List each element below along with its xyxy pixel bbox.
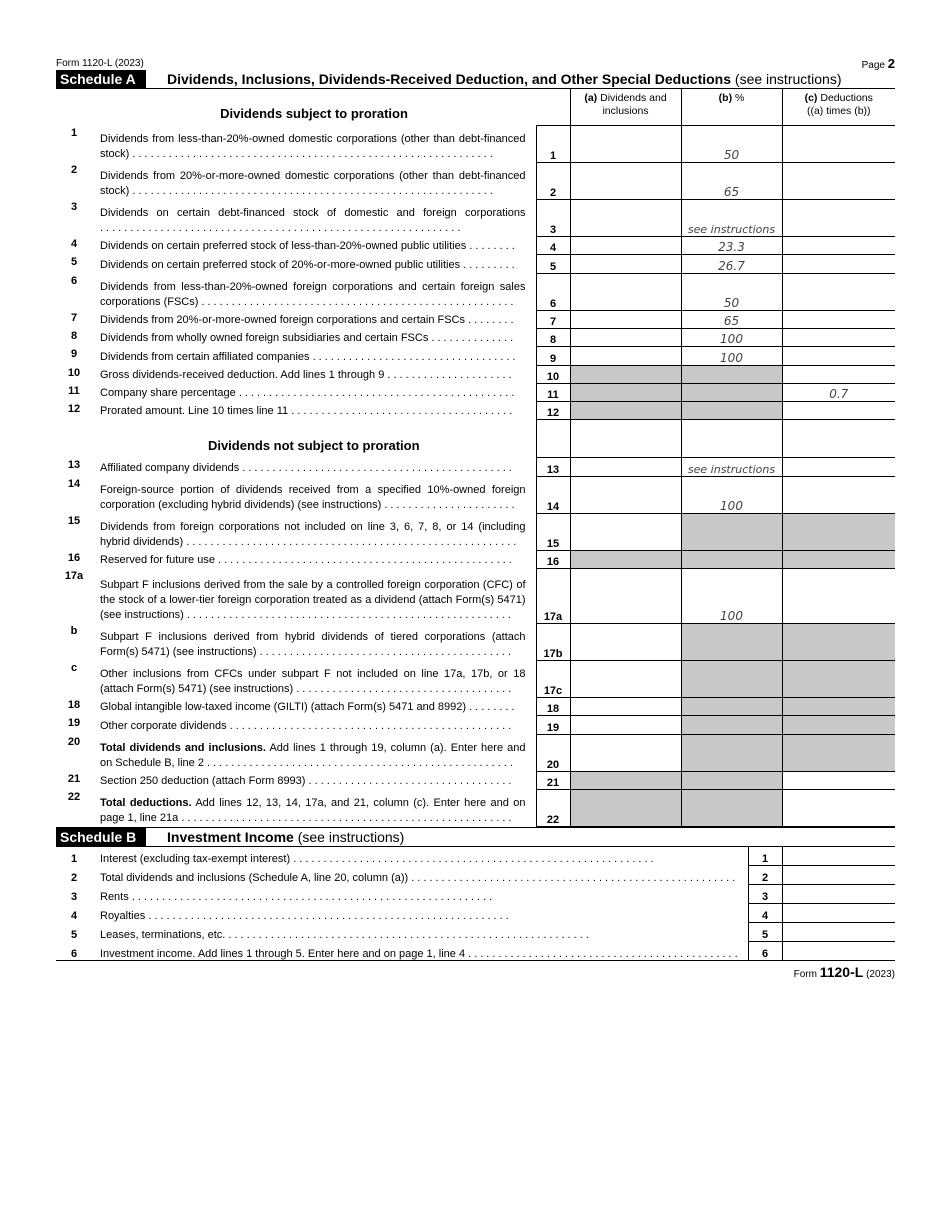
- row-description: Dividends from less-than-20%-owned domestic corporations (other than debt-financed stock) ............................................................: [100, 133, 526, 160]
- line-number-box: 17a: [536, 568, 570, 623]
- leader-dots: ..............................................: [238, 387, 518, 399]
- schedule-a-label: Schedule A: [56, 70, 146, 88]
- row-number: 13: [67, 459, 81, 471]
- row-description: Prorated amount. Line 10 times line 11 .....................................: [100, 405, 516, 417]
- row-number: 18: [67, 699, 81, 711]
- row-number: 2: [70, 872, 78, 884]
- percent-field-b: 100: [681, 476, 782, 513]
- leader-dots: .....................................: [291, 405, 516, 417]
- deduction-field-c[interactable]: [782, 365, 895, 383]
- deduction-field-c[interactable]: [782, 401, 895, 419]
- deduction-field-c[interactable]: [782, 310, 895, 328]
- section-heading-no-proration: Dividends not subject to proration: [207, 438, 420, 453]
- percent-field-b: 65: [681, 310, 782, 328]
- row-number: 4: [70, 238, 78, 250]
- line-number-box: 22: [536, 789, 570, 826]
- schedule-b-table: [56, 847, 895, 961]
- row-description: Total dividends and inclusions (Schedule A, line 20, column (a)) ......................................................: [100, 872, 739, 884]
- schedule-a-row-17a: [56, 568, 895, 623]
- line-number-box: 11: [536, 383, 570, 401]
- deduction-field-c[interactable]: [782, 273, 895, 310]
- line-number-box: 3: [748, 884, 782, 903]
- row-number: 4: [70, 910, 78, 922]
- line-number-box: 7: [536, 310, 570, 328]
- percent-field-b: [681, 734, 782, 771]
- percent-field-b: 100: [681, 568, 782, 623]
- leader-dots: ..............: [431, 332, 517, 344]
- row-description: Dividends from foreign corporations not included on line 3, 6, 7, 8, or 14 (including hybrid dividends) .......................................................: [100, 521, 526, 548]
- line-number-box: 5: [536, 254, 570, 273]
- deduction-field-c[interactable]: [782, 568, 895, 623]
- amount-field[interactable]: [782, 941, 895, 960]
- row-number: 16: [67, 552, 81, 564]
- percent-field-b: 65: [681, 162, 782, 199]
- leader-dots: ......................................................: [411, 872, 739, 884]
- line-number-box: 21: [536, 771, 570, 789]
- leader-dots: ........: [469, 240, 518, 252]
- schedule-a-row-12: [56, 401, 895, 419]
- percent-field-b: [681, 771, 782, 789]
- schedule-a-row-4: [56, 236, 895, 254]
- row-number: 5: [70, 929, 78, 941]
- leader-dots: ........: [468, 314, 517, 326]
- row-number: c: [70, 662, 78, 674]
- schedule-b-row-6: [56, 941, 895, 960]
- line-number-box: 1: [536, 125, 570, 162]
- row-number: 19: [67, 717, 81, 729]
- row-description: Total dividends and inclusions. Add lines 1 through 19, column (a). Enter here and on Schedule B, line 2 ...................................................: [100, 742, 526, 769]
- row-description: Other inclusions from CFCs under subpart F not included on line 17a, 17b, or 18 (attach Form(s) 5471) (see instructions) ....................................: [100, 668, 526, 695]
- amount-field-a: [570, 383, 681, 401]
- deduction-field-c: [782, 623, 895, 660]
- row-description: Subpart F inclusions derived from the sale by a controlled foreign corporation (CFC) of the stock of a lower-tier foreign corporation treated as a dividend (attach Form(s) 5471) (see instructions) ......................................................: [100, 579, 526, 621]
- deduction-field-c[interactable]: [782, 771, 895, 789]
- percent-field-b: 50: [681, 125, 782, 162]
- row-description: Dividends on certain preferred stock of 20%-or-more-owned public utilities .........: [100, 259, 518, 271]
- schedule-a-row-14: [56, 476, 895, 513]
- amount-field-a[interactable]: [570, 125, 681, 162]
- percent-field-b: 23.3: [681, 236, 782, 254]
- schedule-b-row-5: [56, 922, 895, 941]
- schedule-b-label: Schedule B: [56, 828, 146, 846]
- row-number: 9: [70, 348, 78, 360]
- deduction-field-c[interactable]: [782, 789, 895, 826]
- line-number-box: 17c: [536, 660, 570, 697]
- row-number: 22: [67, 791, 81, 803]
- row-description: Dividends from 20%-or-more-owned domestic corporations (other than debt-financed stock) ............................................................: [100, 170, 526, 197]
- row-description: Total deductions. Add lines 12, 13, 14, 17a, and 21, column (c). Enter here and on page 1, line 21a .......................................................: [100, 797, 526, 824]
- schedule-a-row-19: [56, 715, 895, 734]
- row-description: Investment income. Add lines 1 through 5. Enter here and on page 1, line 4 .............................................: [92, 941, 748, 960]
- deduction-field-c: [782, 513, 895, 550]
- amount-field-a[interactable]: [570, 513, 681, 550]
- section-heading-row: [56, 419, 895, 457]
- line-number-box: 2: [536, 162, 570, 199]
- percent-field-b: 26.7: [681, 254, 782, 273]
- line-number-box: 15: [536, 513, 570, 550]
- schedule-a-row-10: [56, 365, 895, 383]
- amount-field-a[interactable]: [570, 623, 681, 660]
- row-number: 17a: [64, 570, 84, 582]
- schedule-a-row-17b: [56, 623, 895, 660]
- deduction-field-c[interactable]: [782, 199, 895, 236]
- schedule-a-row-17c: [56, 660, 895, 697]
- row-number: 5: [70, 256, 78, 268]
- deduction-field-c: [782, 550, 895, 568]
- row-description: Section 250 deduction (attach Form 8993) ..................................: [100, 775, 515, 787]
- row-number: b: [70, 625, 78, 637]
- amount-field-a[interactable]: [570, 476, 681, 513]
- row-number: 21: [67, 773, 81, 785]
- row-description: Rents ............................................................: [100, 891, 496, 903]
- form-page: [56, 56, 895, 980]
- line-number-box: 6: [748, 941, 782, 960]
- page-footer: Form 1120-L (2023): [793, 963, 895, 980]
- amount-field-a[interactable]: [570, 328, 681, 346]
- schedule-a-row-15: [56, 513, 895, 550]
- row-number: 11: [68, 385, 80, 397]
- line-number-box: 8: [536, 328, 570, 346]
- leader-dots: .....................: [387, 369, 515, 381]
- percent-field-b: [681, 365, 782, 383]
- row-number: 6: [70, 275, 78, 287]
- amount-field[interactable]: [782, 922, 895, 941]
- line-number-box: 20: [536, 734, 570, 771]
- amount-field-a: [570, 771, 681, 789]
- deduction-field-c[interactable]: [782, 254, 895, 273]
- leader-dots: ............................................................: [228, 929, 592, 941]
- leader-dots: ............................................................: [132, 185, 496, 197]
- row-number: 20: [67, 736, 81, 748]
- leader-dots: ............................................................: [100, 222, 464, 234]
- amount-field-a[interactable]: [570, 457, 681, 476]
- row-number: 1: [70, 853, 78, 865]
- percent-field-b: [681, 550, 782, 568]
- deduction-field-c[interactable]: 0.7: [782, 383, 895, 401]
- row-number: 8: [70, 330, 78, 342]
- schedule-a-row-6: [56, 273, 895, 310]
- schedule-a-row-20: [56, 734, 895, 771]
- deduction-field-c[interactable]: [782, 346, 895, 365]
- row-description: Leases, terminations, etc. ............................................................: [100, 929, 592, 941]
- row-description: Dividends on certain debt-financed stock of domestic and foreign corporations ............................................................: [100, 207, 526, 234]
- row-number: 10: [67, 367, 81, 379]
- leader-dots: ......................................................: [186, 609, 514, 621]
- leader-dots: ............................................................: [293, 853, 657, 865]
- amount-field-a: [570, 550, 681, 568]
- amount-field[interactable]: [782, 903, 895, 922]
- leader-dots: ............................................................: [131, 891, 496, 903]
- amount-field-a[interactable]: [570, 310, 681, 328]
- schedule-b-title: Investment Income (see instructions): [167, 828, 405, 845]
- row-description: Royalties ............................................................: [100, 910, 512, 922]
- schedule-b-row-4: [56, 903, 895, 922]
- column-a-header: (a) Dividends and inclusions: [570, 89, 681, 125]
- column-c-header: (c) Deductions ((a) times (b)): [782, 89, 895, 125]
- row-description: Dividends on certain preferred stock of less-than-20%-owned public utilities ........: [100, 240, 518, 252]
- deduction-field-c[interactable]: [782, 457, 895, 476]
- leader-dots: ........: [469, 701, 518, 713]
- amount-field-a: [570, 401, 681, 419]
- row-description: Dividends from certain affiliated companies ..................................: [100, 351, 519, 363]
- row-number: 3: [70, 891, 78, 903]
- line-number-box: 12: [536, 401, 570, 419]
- amount-field-a: [570, 365, 681, 383]
- row-description: Foreign-source portion of dividends received from a specified 10%-owned foreign corporation (excluding hybrid dividends) (see instructions) ......................: [100, 484, 526, 511]
- row-description: Interest (excluding tax-exempt interest) ............................................................: [100, 853, 657, 865]
- leader-dots: ............................................................: [148, 910, 512, 922]
- row-number: 7: [70, 312, 78, 324]
- amount-field[interactable]: [782, 847, 895, 866]
- row-number: 12: [67, 403, 81, 415]
- page-number: Page 2: [861, 56, 895, 71]
- schedule-a-row-11: [56, 383, 895, 401]
- amount-field-a[interactable]: [570, 162, 681, 199]
- row-number: 2: [70, 164, 78, 176]
- amount-field-a[interactable]: [570, 568, 681, 623]
- line-number-box: 5: [748, 922, 782, 941]
- schedule-a-row-3: [56, 199, 895, 236]
- amount-field-a[interactable]: [570, 236, 681, 254]
- amount-field-a[interactable]: [570, 660, 681, 697]
- deduction-field-c[interactable]: [782, 162, 895, 199]
- deduction-field-c: [782, 734, 895, 771]
- leader-dots: ..................................: [308, 775, 515, 787]
- leader-dots: ..................................: [312, 351, 519, 363]
- row-description: Gross dividends-received deduction. Add lines 1 through 9 .....................: [100, 369, 515, 381]
- schedule-a-column-headers: [56, 89, 895, 125]
- row-description: Company share percentage ..............................................: [100, 387, 518, 399]
- line-number-box: 16: [536, 550, 570, 568]
- percent-field-b: 100: [681, 346, 782, 365]
- section-heading-proration: Dividends subject to proration: [220, 106, 408, 121]
- leader-dots: ............................................................: [132, 148, 496, 160]
- percent-field-b: [681, 623, 782, 660]
- deduction-field-c: [782, 697, 895, 715]
- schedule-a-row-16: [56, 550, 895, 568]
- percent-field-b: 50: [681, 273, 782, 310]
- percent-field-b: [681, 660, 782, 697]
- amount-field-a[interactable]: [570, 715, 681, 734]
- amount-field-a[interactable]: [570, 734, 681, 771]
- schedule-b-row-1: [56, 847, 895, 866]
- schedule-a-header: [56, 70, 895, 89]
- amount-field-a[interactable]: [570, 346, 681, 365]
- schedule-a-row-8: [56, 328, 895, 346]
- row-description: Subpart F inclusions derived from hybrid dividends of tiered corporations (attach Form(s) 5471) (see instructions) ..........................................: [100, 631, 526, 658]
- schedule-b-header: [56, 827, 895, 847]
- schedule-a-row-13: [56, 457, 895, 476]
- column-b-header: (b) %: [681, 89, 782, 125]
- row-description: Global intangible low-taxed income (GILTI) (attach Form(s) 5471 and 8992) ........: [100, 701, 518, 713]
- deduction-field-c: [782, 715, 895, 734]
- leader-dots: ....................................: [296, 683, 515, 695]
- schedule-a-row-7: [56, 310, 895, 328]
- leader-dots: .................................................: [218, 554, 515, 566]
- line-number-box: 17b: [536, 623, 570, 660]
- line-number-box: 2: [748, 865, 782, 884]
- leader-dots: ..........................................: [259, 646, 514, 658]
- line-number-box: 4: [536, 236, 570, 254]
- line-number-box: 18: [536, 697, 570, 715]
- row-description: Affiliated company dividends .............................................: [100, 462, 515, 474]
- deduction-field-c[interactable]: [782, 236, 895, 254]
- leader-dots: ......................: [384, 499, 518, 511]
- amount-field[interactable]: [782, 865, 895, 884]
- row-description: Dividends from 20%-or-more-owned foreign corporations and certain FSCs ........: [100, 314, 517, 326]
- percent-field-b: see instructions: [681, 199, 782, 236]
- line-number-box: 6: [536, 273, 570, 310]
- line-number-box: 13: [536, 457, 570, 476]
- line-number-box: 1: [748, 847, 782, 866]
- percent-field-b: [681, 697, 782, 715]
- deduction-field-c: [782, 660, 895, 697]
- schedule-a-table: [56, 89, 895, 827]
- schedule-b-row-3: [56, 884, 895, 903]
- leader-dots: ....................................................: [201, 296, 517, 308]
- schedule-a-row-9: [56, 346, 895, 365]
- percent-field-b: see instructions: [681, 457, 782, 476]
- schedule-b-row-2: [56, 865, 895, 884]
- row-number: 15: [67, 515, 81, 527]
- leader-dots: .......................................................: [181, 812, 515, 824]
- form-id: Form 1120-L (2023): [56, 58, 144, 69]
- leader-dots: .........: [463, 259, 518, 271]
- schedule-a-row-5: [56, 254, 895, 273]
- row-number: 6: [56, 941, 92, 960]
- percent-field-b: [681, 789, 782, 826]
- leader-dots: ...................................................: [207, 757, 516, 769]
- amount-field-a: [570, 789, 681, 826]
- schedule-a-row-21: [56, 771, 895, 789]
- line-number-box: 19: [536, 715, 570, 734]
- amount-field-a[interactable]: [570, 273, 681, 310]
- leader-dots: .......................................................: [186, 536, 520, 548]
- schedule-a-row-2: [56, 162, 895, 199]
- row-number: 14: [67, 478, 81, 490]
- leader-dots: .............................................: [242, 462, 515, 474]
- schedule-a-row-1: [56, 125, 895, 162]
- line-number-box: 4: [748, 903, 782, 922]
- line-number-box: 3: [536, 199, 570, 236]
- amount-field-a[interactable]: [570, 697, 681, 715]
- line-number-box: 14: [536, 476, 570, 513]
- percent-field-b: [681, 383, 782, 401]
- line-number-box: 9: [536, 346, 570, 365]
- row-description: Dividends from less-than-20%-owned foreign corporations and certain foreign sales corporations (FSCs) ....................................................: [100, 281, 526, 308]
- amount-field[interactable]: [782, 884, 895, 903]
- percent-field-b: [681, 715, 782, 734]
- amount-field-a[interactable]: [570, 199, 681, 236]
- percent-field-b: 100: [681, 328, 782, 346]
- row-description: Dividends from wholly owned foreign subsidiaries and certain FSCs ..............: [100, 332, 517, 344]
- row-description: Reserved for future use .................................................: [100, 554, 515, 566]
- percent-field-b: [681, 513, 782, 550]
- row-number: 3: [70, 201, 78, 213]
- schedule-a-row-18: [56, 697, 895, 715]
- row-number: 1: [70, 127, 78, 139]
- leader-dots: ...............................................: [229, 720, 515, 732]
- deduction-field-c[interactable]: [782, 125, 895, 162]
- page-header: [56, 56, 895, 70]
- deduction-field-c[interactable]: [782, 476, 895, 513]
- schedule-a-row-22: [56, 789, 895, 826]
- line-number-box: 10: [536, 365, 570, 383]
- row-description: Other corporate dividends ...............................................: [100, 720, 515, 732]
- deduction-field-c[interactable]: [782, 328, 895, 346]
- schedule-a-title: Dividends, Inclusions, Dividends-Received Deduction, and Other Special Deductions (see instructions): [167, 71, 842, 87]
- percent-field-b: [681, 401, 782, 419]
- leader-dots: .............................................: [468, 947, 741, 960]
- amount-field-a[interactable]: [570, 254, 681, 273]
